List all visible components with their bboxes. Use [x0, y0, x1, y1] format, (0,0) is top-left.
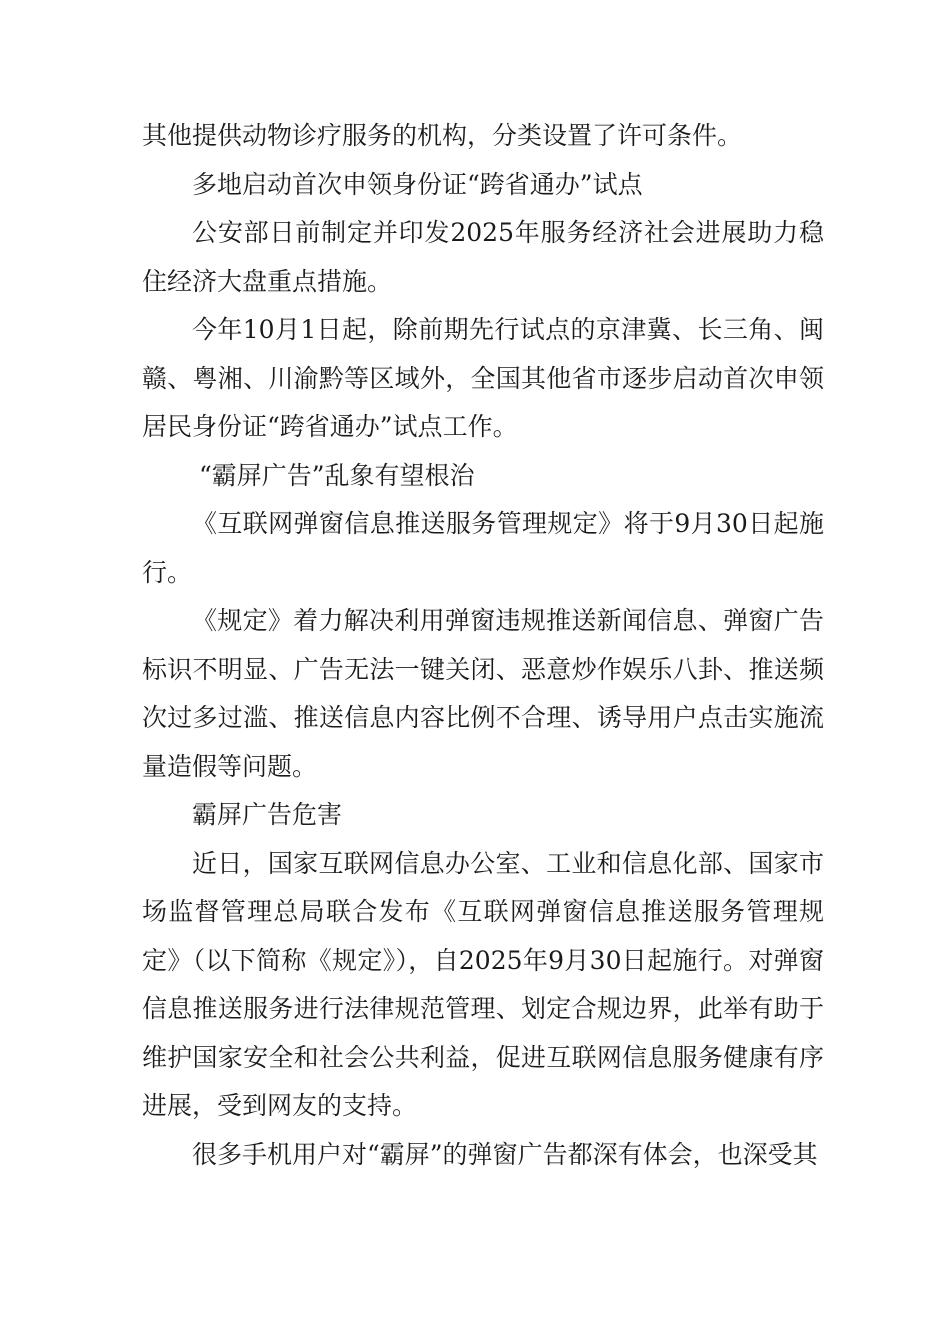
section-heading-popup-harm: 霸屏广告危害 — [192, 800, 343, 829]
paragraph-regulation-focus: 《规定》着力解决利用弹窗违规推送新闻信息、弹窗广告标识不明显、广告无法一键关闭、恶意炒作娱乐八卦、推送频次过多过滥、推送信息内容比例不合理、诱导用户点击实施流量造假等问题。 — [142, 606, 824, 781]
paragraph-pilot-regions: 今年10月1日起，除前期先行试点的京津冀、长三角、闽赣、粤湘、川渝黔等区域外，全国其他省市逐步启动首次申领居民身份证“跨省通办”试点工作。 — [142, 315, 824, 441]
section-heading-popup-ads: “霸屏广告”乱象有望根治 — [199, 460, 475, 490]
paragraph-user-experience: 很多手机用户对“霸屏”的弹窗广告都深有体会，也深受其 — [192, 1139, 818, 1169]
paragraph-police-measures: 公安部日前制定并印发2025年服务经济社会进展助力稳住经济大盘重点措施。 — [142, 218, 824, 296]
paragraph-continuation: 其他提供动物诊疗服务的机构，分类设置了许可条件。 — [142, 121, 743, 150]
section-heading-id-card-pilot: 多地启动首次申领身份证“跨省通办”试点 — [192, 169, 643, 199]
paragraph-joint-release: 近日，国家互联网信息办公室、工业和信息化部、国家市场监督管理总局联合发布《互联网弹窗信息推送服务管理规定》（以下简称《规定》），自2025年9月30日起施行。对弹窗信息推送服务进行法律规范管理、划定合规边界，此举有助于维护国家安全和社会公共利益，促进互联网信息服务健康有序进展，受到网友的支持。 — [142, 848, 824, 1120]
document-body — [142, 112, 824, 1179]
paragraph-regulation-effective: 《互联网弹窗信息推送服务管理规定》将于9月30日起施行。 — [142, 509, 824, 587]
